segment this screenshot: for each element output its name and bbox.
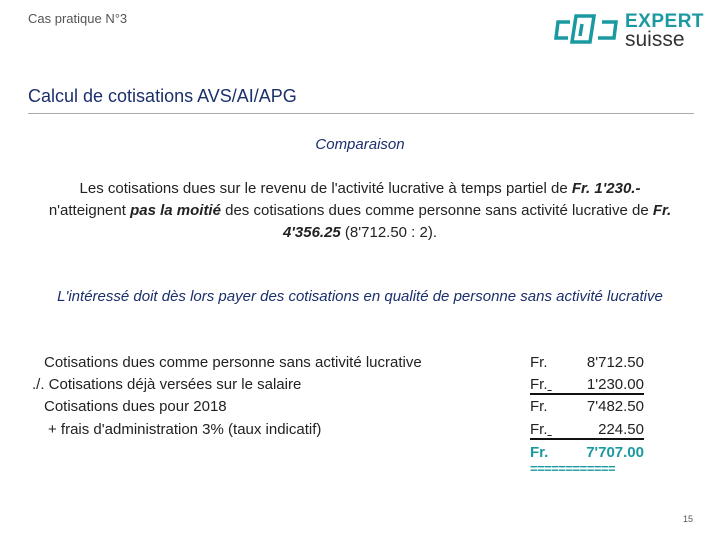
total-marker: ============: [530, 461, 616, 476]
text: Les cotisations dues sur le revenu de l'activité lucrative à temps partiel de: [79, 180, 572, 197]
total-row: [530, 444, 644, 461]
logo-text-expert: EXPERT: [625, 11, 705, 32]
amount-row: [530, 421, 644, 440]
amount-half: Fr. 4'356.25: [282, 202, 672, 241]
total-amount: 7'707.00: [586, 444, 644, 461]
comparison-paragraph: [40, 178, 680, 244]
currency: Fr.: [530, 421, 548, 438]
emphasis: pas la moitié: [130, 202, 221, 219]
text: n'atteignent: [48, 202, 131, 219]
calc-label: Cotisations dues comme personne sans activité lucrative: [44, 354, 422, 371]
expertsuisse-logo: [554, 11, 705, 51]
calc-label: + frais d'administration 3% (taux indicatif): [48, 421, 322, 438]
amount: 1'230.00: [586, 376, 644, 393]
amount-row: [530, 354, 644, 371]
case-label: Cas pratique N°3: [28, 11, 128, 26]
amount-row: [530, 376, 644, 395]
calc-label: Cotisations dues pour 2018: [44, 398, 227, 415]
page-number: 15: [683, 514, 694, 524]
text: (8'712.50 : 2).: [340, 224, 438, 241]
currency: Fr.: [530, 398, 548, 415]
logo-mark-icon: [554, 12, 620, 48]
page-title: Calcul de cotisations AVS/AI/APG: [28, 86, 297, 106]
text: des cotisations dues comme personne sans activité lucrative de: [220, 202, 653, 219]
amount: 8'712.50: [586, 354, 644, 371]
logo-text-suisse: suisse: [625, 28, 685, 51]
amount-row: [530, 398, 644, 415]
currency: Fr.: [530, 376, 548, 393]
amount-partial: Fr. 1'230.-: [571, 180, 641, 197]
conclusion: L'intéressé doit dès lors payer des cotisations en qualité de personne sans activité lucrative: [57, 288, 663, 305]
calc-label: ./. Cotisations déjà versées sur le salaire: [32, 376, 302, 393]
amount: 224.50: [598, 421, 644, 438]
amount: 7'482.50: [586, 398, 644, 415]
currency: Fr.: [530, 444, 549, 461]
currency: Fr.: [530, 354, 548, 371]
section-heading: Comparaison: [315, 136, 405, 153]
title-divider: [28, 113, 694, 114]
